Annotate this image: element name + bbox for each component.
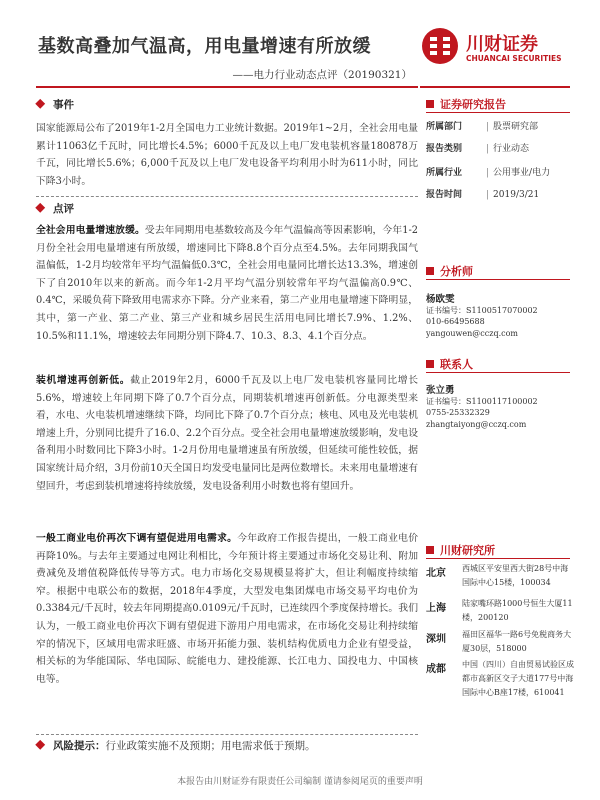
logo-english-name: CHUANCAI SECURITIES [466,54,562,63]
section-divider [36,196,418,197]
company-logo [420,26,570,74]
office-address-chengdu: 中国（四川）自由贸易试验区成都市高新区交子大道177号中海国际中心B座17楼，610041 [462,660,574,697]
info-row-date: 报告时间 | 2019/3/21 [426,190,540,200]
diamond-bullet-icon [35,203,45,213]
event-text: 国家能源局公布了2019年1-2月全国电力工业统计数据。2019年1~2月，全社会用电量累计11063亿千瓦时，同比增长4.5%；6000千瓦及以上电厂发电装机容量180878万千瓦，同比增长5.6%；6,000千瓦及以上电厂发电设备平均利用小时为611小时，同比下降3小时。 [36,123,418,187]
risk-text: 行业政策实施不及预期；用电需求低于预期。 [105,740,316,752]
square-bullet-icon [426,267,434,275]
sidebar-rule [426,112,570,113]
diamond-bullet-icon [35,99,45,109]
contact-phone: 0755-25332329 [426,408,490,417]
comment-paragraph-1: 全社会用电量增速放缓。受去年同期用电基数较高及今年气温偏高等因素影响，今年1-2月份全社会用电量增速有所放缓，增速同比下降8.8个百分点至4.5%。去年同期我国气温偏低，1-2月均较常年平均气温偏低0.3℃，全社会用电量同比增长达13.3%，增速创下了自2010年以来的新高。而今年1-2月平均气温分别较常年平均气温偏高0.9℃、0.4℃，采暖负荷下降致用电需求亦下降。分产业来看，第二产业用电量增速下降明显，其中，第一产业、第二产业、第三产业和城乡居民生活用电同比增长7.9%、1.2%、10.5%和11.1%，增速较去年同期分别下降4.7、10.3、8.3、4.1个百分点。 [36,225,419,342]
risk-heading: 风险提示：行业政策实施不及预期；用电需求低于预期。 [36,738,316,753]
analyst-heading: 分析师 [426,263,473,279]
analyst-name: 杨欧雯 [426,294,455,305]
header-rule [36,86,418,88]
institute-heading: 川财研究所 [426,542,495,558]
paragraph-lead: 全社会用电量增速放缓。 [36,225,145,236]
diamond-bullet-icon [35,740,45,750]
square-bullet-icon [426,360,434,368]
section-divider [36,734,418,735]
comment-heading: 点评 [36,201,74,216]
comment-paragraph-2: 装机增速再创新低。截止2019年2月，6000千瓦及以上电厂发电装机容量同比增长5.6%，增速较上年同期下降了0.7个百分点，同期装机增速再创新低。分电源类型来看，水电、火电装机增速继续下降，均同比下降了0.7个百分点；核电、风电及光电装机增速上升，分别同比提升了16.0、2.2个百分点。受全社会用电量增速放缓影响，发电设备利用小时数同比下降3小时。1-2月份用电量增速虽有所放缓，但延续可能性较低，据国家统计局介绍，3月份前10天全国日均发受电量同比是两位数增长。未来用电量增速有望回升，考虑到装机增速将持续放缓，发电设备利用小时数也将有望回升。 [36,375,418,492]
sidebar-rule [426,558,570,559]
comment-paragraph-3: 一般工商业电价再次下调有望促进用电需求。今年政府工作报告提出，一般工商业电价再降10%。与去年主要通过电网让利相比，今年预计将主要通过市场化交易让利、附加费减免及增值税降低传导等方式。电力市场化交易规模显将扩大，但让利幅度持续缩窄。根据中电联公布的数据，2018年4季度，大型发电集团煤电市场交易平均电价为0.3384元/千瓦时，较去年同期提高0.0109元/千瓦时，已连续四个季度保持增长。我们认为，一般工商业电价再次下调有望促进下游用户用电需求，在市场化交易让利持续缩窄的情况下，区域用电需求旺盛、市场开拓能力强、装机结构优质电力企业有望受益，相关标的为华能国际、华电国际、皖能电力、建投能源、长江电力、国投电力、中国核电等。 [36,533,419,685]
info-row-industry: 所属行业 | 公用事业/电力 [426,168,551,178]
office-address-shanghai: 陆家嘴环路1000号恒生大厦11楼，200120 [462,599,573,622]
office-city-shanghai: 上海 [426,603,446,614]
paragraph-lead: 装机增速再创新低。 [36,375,131,386]
office-address-shenzhen: 福田区福华一路6号免税商务大厦30层，518000 [462,630,572,653]
info-row-department: 所属部门 | 股票研究部 [426,122,539,132]
office-city-shenzhen: 深圳 [426,634,446,645]
logo-chinese-name: 川财证券 [466,34,538,55]
contact-heading: 联系人 [426,356,473,372]
sidebar-rule [426,279,570,280]
header-rule-right [420,86,570,88]
contact-cert: 证书编号：S1100117100002 [426,397,538,406]
event-heading: 事件 [36,97,74,112]
analyst-cert: 证书编号：S1100517070002 [426,306,538,315]
report-subtitle: ——电力行业动态点评（20190321） [232,69,412,81]
report-type-heading: 证券研究报告 [426,96,506,112]
report-title: 基数高叠加气温高，用电量增速有所放缓 [38,36,371,57]
page-footer: 本报告由川财证券有限责任公司编制 谨请参阅尾页的重要声明 [177,777,423,787]
square-bullet-icon [426,100,434,108]
analyst-phone: 010-66495688 [426,317,485,326]
contact-name: 张立勇 [426,385,455,396]
square-bullet-icon [426,546,434,554]
office-address-beijing: 西城区平安里西大街28号中海国际中心15楼，100034 [462,564,569,587]
analyst-email[interactable]: yangouwen@cczq.com [426,329,518,338]
office-city-beijing: 北京 [426,568,446,579]
office-city-chengdu: 成都 [426,664,446,675]
paragraph-lead: 一般工商业电价再次下调有望促进用电需求。 [36,533,238,544]
sidebar-rule [426,372,570,373]
info-row-category: 报告类别 | 行业动态 [426,144,530,154]
logo-mark-icon [420,26,460,66]
contact-email[interactable]: zhangtaiyong@cczq.com [426,420,527,429]
